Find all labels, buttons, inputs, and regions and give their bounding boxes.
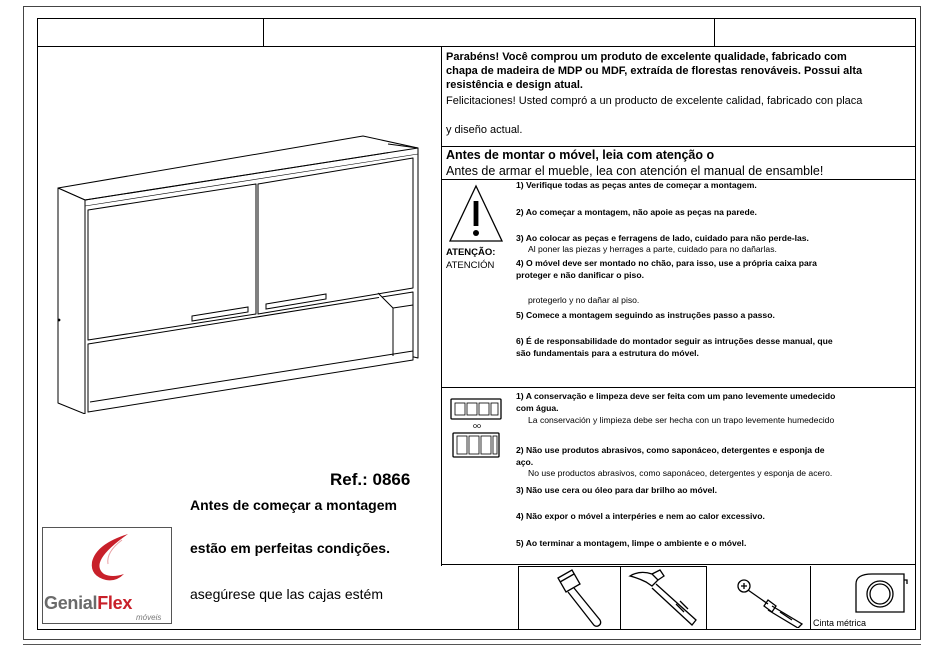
rubber-mallet-icon (538, 568, 612, 628)
attention-item-6-cont: são fundamentais para a estrutura do móvel. (516, 348, 699, 358)
before-assembly-pt: Antes de montar o móvel, leia com atenção o (446, 148, 715, 162)
attention-item-4: 4) O móvel deve ser montado no chão, para isso, use a própria caixa para (516, 258, 817, 268)
rule-care (441, 564, 916, 565)
intro-pt-line-2: chapa de madeira de MDP ou MDF, extraída de florestas renováveis. Possui alta (446, 65, 863, 77)
brand-name-b: Flex (97, 593, 133, 613)
screwdriver-icon (720, 568, 810, 628)
tools-divider-0 (518, 566, 519, 630)
hammer-icon (624, 568, 704, 628)
header-row (37, 18, 916, 47)
warning-triangle-icon (446, 183, 506, 245)
care-item-2-es: No use productos abrasivos, como saponáceo, detergentes y esponja de acero. (528, 468, 833, 478)
tape-measure-icon (852, 570, 908, 616)
care-item-1-cont: com água. (516, 403, 559, 413)
tools-divider-2 (706, 566, 707, 630)
brand-name-a: Genial (44, 593, 98, 613)
rule-intro (441, 146, 916, 147)
header-divider-2 (714, 18, 715, 47)
left-text-line-3: asegúrese que las cajas estém (190, 586, 383, 602)
rule-attention (441, 387, 916, 388)
intro-es-line-2: y diseño actual. (446, 124, 523, 136)
ref-number: Ref.: 0866 (330, 470, 411, 489)
brand-swirl-icon (78, 530, 138, 588)
tools-divider-3 (810, 566, 811, 630)
care-item-1-es: La conservación y limpieza debe ser hecha con un trapo levemente humedecido (528, 415, 835, 425)
attention-item-4-cont: proteger e não danificar o piso. (516, 270, 644, 280)
attention-label-es: ATENCIÓN (446, 260, 495, 271)
attention-item-6: 6) É de responsabilidade do montador seguir as intruções desse manual, que (516, 336, 833, 346)
page-bottom-rule (23, 644, 921, 645)
tools-top-rule-1 (518, 566, 707, 567)
attention-label-pt: ATENÇÃO: (446, 247, 496, 258)
before-assembly-es: Antes de armar el mueble, lea con atención el manual de ensamble! (446, 164, 824, 178)
cabinet-care-icon (449, 396, 505, 460)
intro-pt-line-3: resistência e design atual. (446, 79, 583, 91)
brand-name (44, 593, 132, 614)
center-divider (441, 46, 442, 566)
care-item-2: 2) Não use produtos abrasivos, como saponáceo, detergentes e esponja de (516, 445, 825, 455)
intro-es-line-1: Felicitaciones! Usted compró a un producto de excelente calidad, fabricado con placa (446, 95, 863, 107)
attention-item-2: 2) Ao começar a montagem, não apoie as peças na parede. (516, 207, 757, 217)
attention-item-4-es: protegerlo y no dañar al piso. (528, 295, 640, 305)
intro-pt-line-1: Parabéns! Você comprou um produto de excelente qualidade, fabricado com (446, 51, 847, 63)
tape-measure-label: Cinta métrica (813, 618, 867, 628)
attention-item-3-es: Al poner las piezas y herrages a parte, cuidado para no dañarlas. (528, 244, 777, 254)
care-item-4: 4) Não expor o móvel a interpéries e nem ao calor excessivo. (516, 511, 765, 521)
left-text-line-2: estão em perfeitas condições. (190, 540, 390, 556)
care-item-1: 1) A conservação e limpeza deve ser feita com um pano levemente umedecido (516, 391, 836, 401)
attention-item-1: 1) Verifique todas as peças antes de começar a montagem. (516, 180, 757, 190)
care-item-5: 5) Ao terminar a montagem, limpe o ambiente e o móvel. (516, 538, 747, 548)
cabinet-illustration (48, 128, 433, 414)
tools-divider-1 (620, 566, 621, 630)
header-divider-1 (263, 18, 264, 47)
brand-tagline: móveis (136, 613, 162, 622)
attention-item-5: 5) Comece a montagem seguindo as instruções passo a passo. (516, 310, 775, 320)
care-item-2-cont: aço. (516, 457, 534, 467)
left-text-line-1: Antes de começar a montagem (190, 497, 397, 513)
care-item-3: 3) Não use cera ou óleo para dar brilho ao móvel. (516, 485, 718, 495)
attention-item-3: 3) Ao colocar as peças e ferragens de lado, cuidado para não perde-las. (516, 233, 809, 243)
